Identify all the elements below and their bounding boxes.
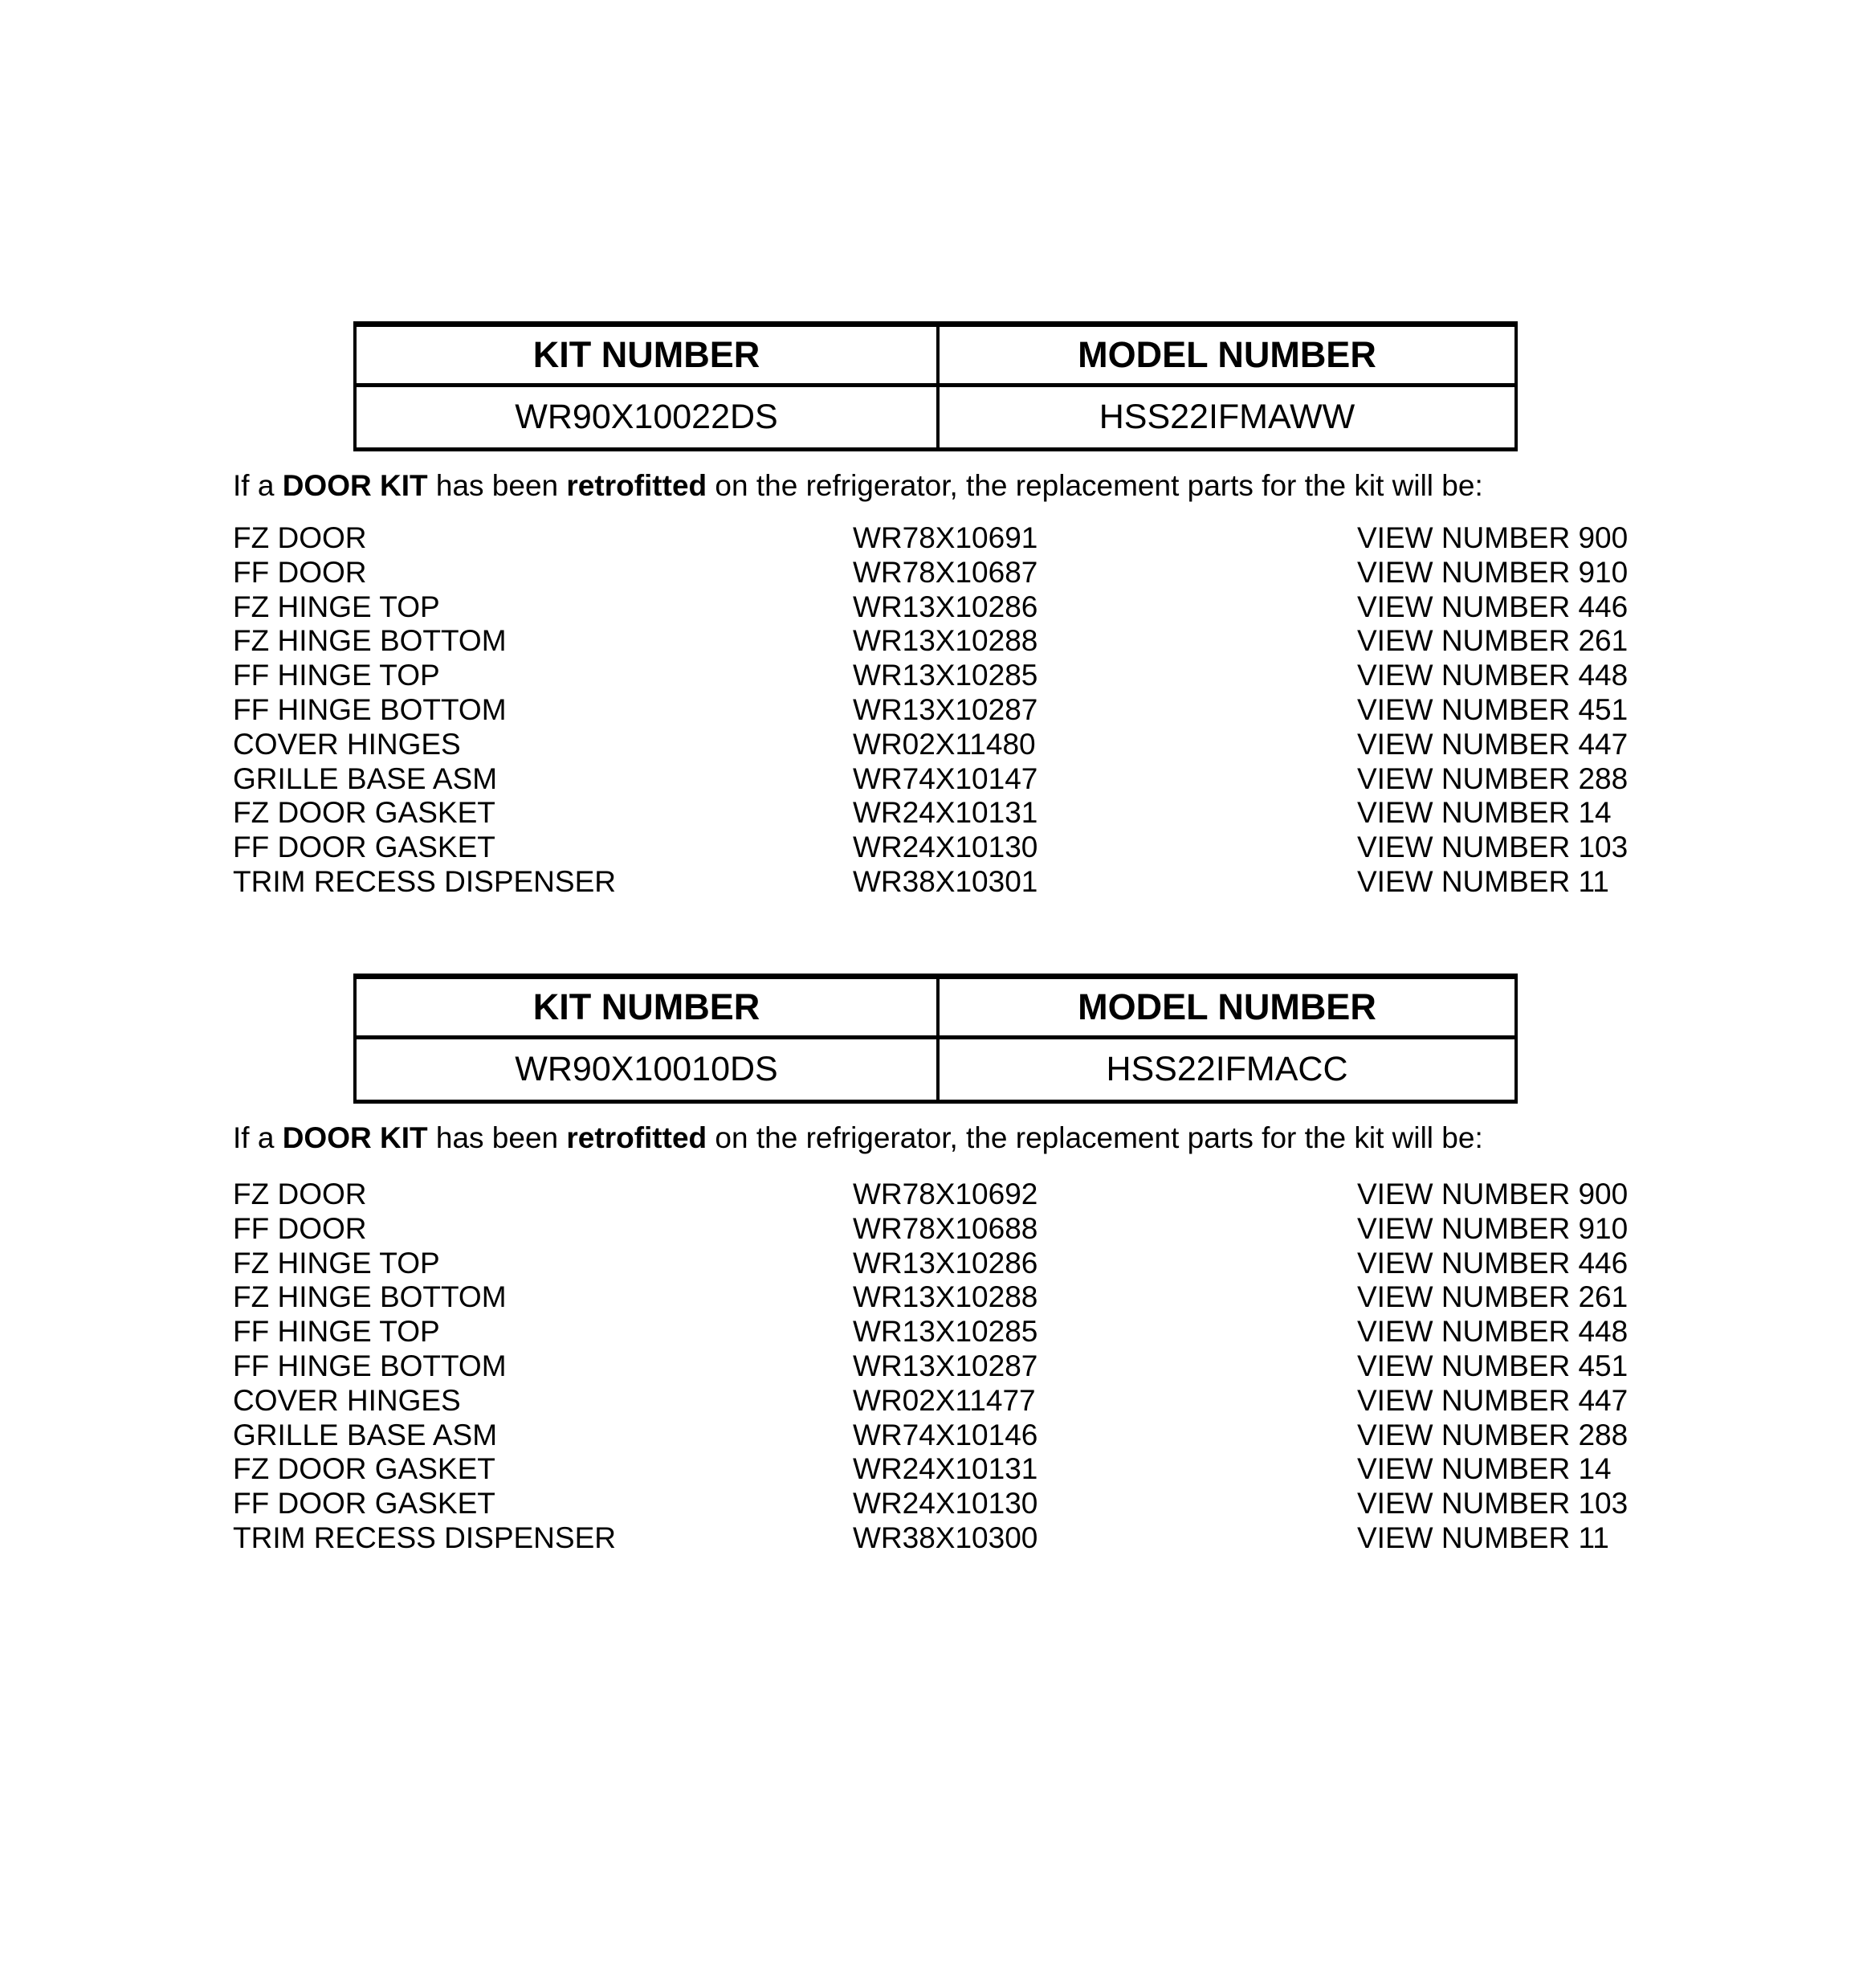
part-number: WR24X10131 [853, 1452, 1038, 1486]
view-number: VIEW NUMBER 447 [1357, 727, 1629, 761]
view-number: VIEW NUMBER 448 [1357, 1315, 1629, 1349]
part-row [233, 865, 1628, 900]
part-row [233, 728, 1628, 762]
door-kit-bold: DOOR KIT [282, 1121, 428, 1154]
part-name: FZ DOOR [233, 1178, 367, 1210]
view-number: VIEW NUMBER 103 [1357, 1487, 1629, 1521]
kit-number-header: KIT NUMBER [357, 327, 940, 383]
part-number: WR13X10287 [853, 692, 1038, 726]
part-name: FZ HINGE TOP [233, 590, 440, 623]
part-row [233, 1487, 1628, 1521]
part-row [233, 659, 1628, 693]
part-name: FZ HINGE BOTTOM [233, 624, 507, 658]
part-row [233, 556, 1628, 590]
view-number: VIEW NUMBER 14 [1357, 796, 1612, 830]
parts-list-1 [233, 521, 1628, 900]
part-row [233, 762, 1628, 797]
view-number: VIEW NUMBER 288 [1357, 1418, 1629, 1451]
part-number: WR78X10692 [853, 1178, 1038, 1210]
view-number: VIEW NUMBER 910 [1357, 1211, 1629, 1245]
view-number: VIEW NUMBER 900 [1357, 1178, 1629, 1210]
part-number: WR13X10285 [853, 659, 1038, 692]
part-number: WR78X10688 [853, 1211, 1038, 1245]
kit-model-table-2-header-row [357, 979, 1514, 1039]
kit-model-table-1 [353, 321, 1518, 451]
model-number-header: MODEL NUMBER [1078, 986, 1376, 1027]
model-number-header: MODEL NUMBER [1078, 334, 1376, 375]
part-name: FF HINGE TOP [233, 1315, 440, 1349]
view-number: VIEW NUMBER 261 [1357, 624, 1629, 658]
part-name: FZ HINGE TOP [233, 1246, 440, 1280]
part-row [233, 624, 1628, 659]
intro-text: If a [233, 1121, 283, 1154]
part-row [233, 1521, 1628, 1556]
part-row [233, 1247, 1628, 1281]
kit-model-table-2 [353, 974, 1518, 1104]
part-number: WR78X10691 [853, 521, 1038, 554]
view-number: VIEW NUMBER 447 [1357, 1383, 1629, 1417]
part-number: WR38X10300 [853, 1521, 1038, 1554]
part-row [233, 1384, 1628, 1419]
part-name: FF DOOR GASKET [233, 831, 495, 864]
part-row [233, 1212, 1628, 1247]
kit-number-value: WR90X10010DS [357, 1039, 940, 1100]
view-number: VIEW NUMBER 451 [1357, 1349, 1629, 1382]
part-row [233, 1178, 1628, 1212]
part-row [233, 1280, 1628, 1315]
part-name: COVER HINGES [233, 1383, 461, 1417]
part-name: FZ HINGE BOTTOM [233, 1280, 507, 1314]
view-number: VIEW NUMBER 448 [1357, 659, 1629, 692]
part-number: WR74X10147 [853, 761, 1038, 795]
view-number: VIEW NUMBER 288 [1357, 761, 1629, 795]
part-number: WR13X10286 [853, 1246, 1038, 1280]
kit-number-value: WR90X10022DS [357, 387, 940, 447]
part-row [233, 796, 1628, 831]
view-number: VIEW NUMBER 446 [1357, 590, 1629, 623]
view-number: VIEW NUMBER 103 [1357, 831, 1629, 864]
kit-number-header: KIT NUMBER [357, 979, 940, 1035]
kit-model-table-2-value-row [357, 1039, 1514, 1100]
part-name: GRILLE BASE ASM [233, 761, 498, 795]
intro-text: on the refrigerator, the replacement parts for the kit will be: [707, 1121, 1483, 1154]
part-row [233, 1315, 1628, 1349]
part-number: WR24X10131 [853, 796, 1038, 830]
intro-text: has been [427, 469, 567, 502]
part-name: FF HINGE BOTTOM [233, 1349, 507, 1382]
part-name: FF HINGE TOP [233, 659, 440, 692]
part-name: GRILLE BASE ASM [233, 1418, 498, 1451]
view-number: VIEW NUMBER 261 [1357, 1280, 1629, 1314]
intro-text: has been [427, 1121, 567, 1154]
part-number: WR78X10687 [853, 555, 1038, 589]
part-row [233, 831, 1628, 865]
retrofit-note-2 [233, 1121, 1483, 1155]
part-name: FZ DOOR GASKET [233, 796, 495, 830]
part-row [233, 693, 1628, 728]
part-number: WR02X11480 [853, 727, 1036, 761]
part-number: WR74X10146 [853, 1418, 1038, 1451]
part-number: WR13X10288 [853, 1280, 1038, 1314]
part-name: FF DOOR [233, 555, 367, 589]
door-kit-bold: DOOR KIT [282, 469, 428, 502]
view-number: VIEW NUMBER 446 [1357, 1246, 1629, 1280]
model-number-value: HSS22IFMAWW [1099, 398, 1355, 436]
part-name: FZ DOOR [233, 521, 367, 554]
part-name: FF DOOR GASKET [233, 1487, 495, 1521]
intro-text: on the refrigerator, the replacement parts for the kit will be: [707, 469, 1483, 502]
part-number: WR13X10285 [853, 1315, 1038, 1349]
part-number: WR24X10130 [853, 831, 1038, 864]
retrofitted-bold: retrofitted [566, 469, 707, 502]
part-row [233, 1452, 1628, 1487]
part-name: TRIM RECESS DISPENSER [233, 864, 616, 898]
part-number: WR38X10301 [853, 864, 1038, 898]
retrofitted-bold: retrofitted [566, 1121, 707, 1154]
part-number: WR13X10287 [853, 1349, 1038, 1382]
intro-text: If a [233, 469, 283, 502]
part-name: FF HINGE BOTTOM [233, 692, 507, 726]
kit-model-table-1-header-row [357, 327, 1514, 387]
part-number: WR13X10286 [853, 590, 1038, 623]
part-row [233, 590, 1628, 625]
view-number: VIEW NUMBER 11 [1357, 1521, 1609, 1554]
part-name: FZ DOOR GASKET [233, 1452, 495, 1486]
view-number: VIEW NUMBER 14 [1357, 1452, 1612, 1486]
part-name: COVER HINGES [233, 727, 461, 761]
part-name: TRIM RECESS DISPENSER [233, 1521, 616, 1554]
view-number: VIEW NUMBER 910 [1357, 555, 1629, 589]
part-name: FF DOOR [233, 1211, 367, 1245]
part-row [233, 1419, 1628, 1453]
part-number: WR24X10130 [853, 1487, 1038, 1521]
kit-model-table-1-value-row [357, 387, 1514, 447]
part-number: WR02X11477 [853, 1383, 1036, 1417]
part-number: WR13X10288 [853, 624, 1038, 658]
part-row [233, 521, 1628, 556]
view-number: VIEW NUMBER 11 [1357, 864, 1609, 898]
part-row [233, 1349, 1628, 1384]
view-number: VIEW NUMBER 451 [1357, 692, 1629, 726]
retrofit-note-1 [233, 468, 1483, 503]
model-number-value: HSS22IFMACC [1106, 1050, 1348, 1088]
view-number: VIEW NUMBER 900 [1357, 521, 1629, 554]
parts-list-2 [233, 1178, 1628, 1556]
